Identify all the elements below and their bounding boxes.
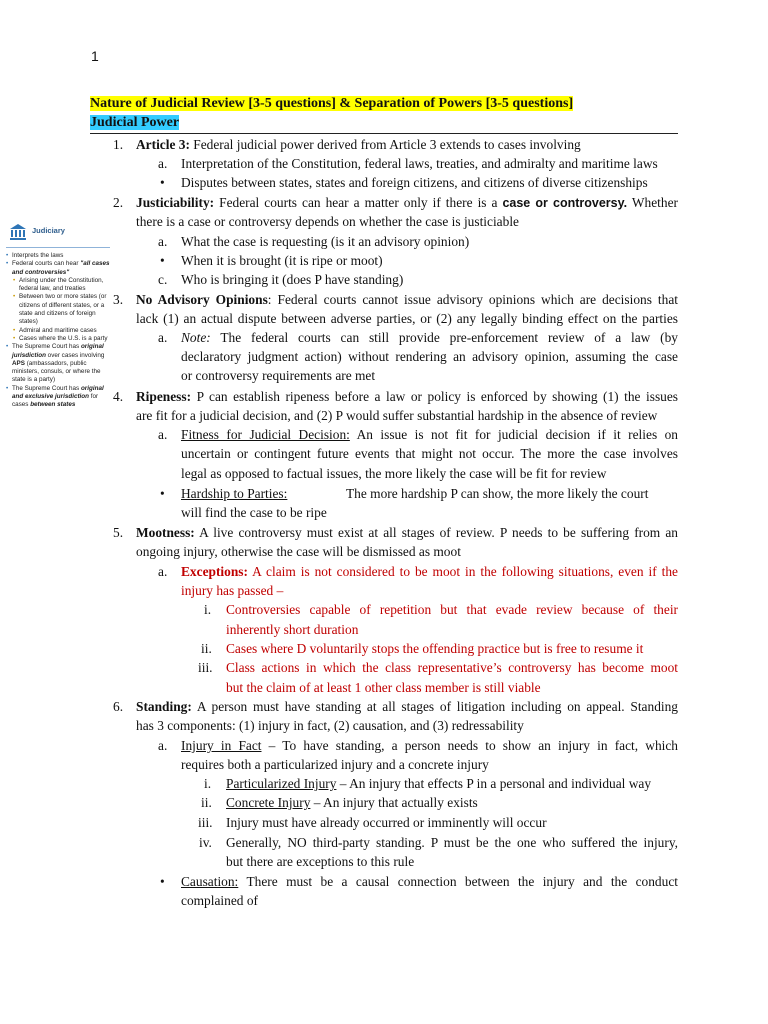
sub-marker: • [160,175,165,190]
list-item: Exceptions: A claim is not considered to be moot in the following situations, even if the [181,564,678,579]
list-item: injury has passed – [181,583,284,598]
advisory-line: No Advisory Opinions: Federal courts cannot issue advisory opinions which are decisions that [136,292,678,307]
sub-marker: a. [158,564,168,579]
sub-marker: • [160,253,165,268]
sub-marker: i. [204,602,212,617]
item-number: 6. [113,699,124,714]
sub-marker: • [160,874,165,889]
sub-marker: a. [158,330,168,345]
list-item: declaratory judgment action) without rendering an advisory opinion, assuming the case [181,349,678,364]
sub-marker: i. [204,776,212,791]
mootness-line: Mootness: A live controversy must exist at all stages of review. P needs to be suffering from an [136,525,678,540]
list-item: requires both a particularized injury and a concrete injury [181,757,489,772]
sub-marker: ii. [201,641,212,656]
list-item: Class actions in which the class representative’s controversy has become moot [226,660,678,675]
article3-line: Article 3: Federal judicial power derived from Article 3 extends to cases involving [136,137,581,152]
list-item: complained of [181,893,258,908]
list-item: Interpretation of the Constitution, federal laws, treaties, and admiralty and maritime laws [181,156,658,171]
item-number: 3. [113,292,124,307]
sub-marker: c. [158,272,168,287]
paragraph-line: there is a case or controversy depends on whether the case is justiciable [136,214,519,229]
sub-marker: a. [158,234,168,249]
ripeness-line: Ripeness: P can establish ripeness before a law or policy is enforced by showing (1) the issues [136,389,678,404]
sub-marker: • [160,486,165,501]
list-item: inherently short duration [226,622,359,637]
paragraph-line: are fit for a judicial decision, and (2) P would suffer substantial hardship in the absence of review [136,408,658,423]
list-item: legal as opposed to factual issues, the more likely the case will be fit for review [181,466,607,481]
list-item: Cases where D voluntarily stops the offending practice but is free to resume it [226,641,644,656]
standing-line: Standing: A person must have standing at all stages of litigation including on appeal. Standing [136,699,678,714]
list-item: will find the case to be ripe [181,505,327,520]
list-item: Note: The federal courts can still provide pre-enforcement review of a law (by [181,330,678,345]
list-item: Particularized Injury – An injury that effects P in a personal and individual way [226,776,652,791]
list-item: but there are exceptions to this rule [226,854,415,869]
list-item: Generally, NO third-party standing. P must be the one who suffered the injury, [226,835,678,850]
list-item: Hardship to Parties: [181,486,288,501]
item-number: 1. [113,137,124,152]
courthouse-icon [9,223,27,241]
list-item: or controversy requirements are met [181,368,376,383]
list-item: Disputes between states, states and foreign citizens, and citizens of diverse citizenships [181,175,648,190]
justiciability-line: Justiciability: Federal courts can hear a matter only if there is a case or controversy. Whether [136,195,678,210]
paragraph-line: ongoing injury, otherwise the case will be dismissed as moot [136,544,461,559]
sub-marker: iv. [199,835,212,850]
list-item: What the case is requesting (is it an advisory opinion) [181,234,470,249]
sub-marker: ii. [201,795,212,810]
sub-marker: a. [158,156,168,171]
list-item: Causation: There must be a causal connection between the injury and the conduct [181,874,678,889]
list-item: Injury in Fact – To have standing, a person needs to show an injury in fact, which [181,738,678,753]
list-item: but the claim of at least 1 other class member is still viable [226,680,541,695]
sidebar-title: Judiciary [32,226,65,235]
list-item: Injury must have already occurred or imminently will occur [226,815,547,830]
item-number: 5. [113,525,124,540]
sub-marker: iii. [198,815,213,830]
judiciary-sidebar: Judiciary • Interprets the laws • Federal courts can hear "all cases and controversies" • Arising under the Constitution, federal law, and treaties • Between two or more states (or citizens of different states, or a state and citizens of foreign states) • Admiral and maritime cases • Cases where the U.S. is a party • The Supreme Court has original jurisdiction over cases involving APS (ambassadors, public ministers, consuls, or where the state is a party) • The Supreme Court has original and exclusive jurisdiction for cases between states [6,223,110,410]
list-item: When it is brought (it is ripe or moot) [181,253,383,268]
subsection-heading: Judicial Power [90,115,180,130]
paragraph-line: lack (1) an actual dispute between adverse parties, or (2) any legally binding effect on the parties [136,311,678,326]
list-item: The more hardship P can show, the more likely the court [346,486,649,501]
list-item: Concrete Injury – An injury that actually exists [226,795,478,810]
list-item: uncertain or contingent future events that might not occur. The more the case involves [181,446,678,461]
item-number: 4. [113,389,124,404]
page-number: 1 [91,48,99,64]
list-item: Who is bringing it (does P have standing) [181,272,404,287]
sub-marker: a. [158,738,168,753]
sub-marker: iii. [198,660,213,675]
list-item: Controversies capable of repetition but that evade review because of their [226,602,678,617]
paragraph-line: has 3 components: (1) injury in fact, (2) causation, and (3) redressability [136,718,524,733]
heading-rule [90,133,678,134]
item-number: 2. [113,195,124,210]
section-heading: Nature of Judicial Review [3-5 questions] & Separation of Powers [3-5 questions] [90,96,574,111]
list-item: Fitness for Judicial Decision: An issue is not fit for judicial decision if it relies on [181,427,678,442]
sub-marker: a. [158,427,168,442]
